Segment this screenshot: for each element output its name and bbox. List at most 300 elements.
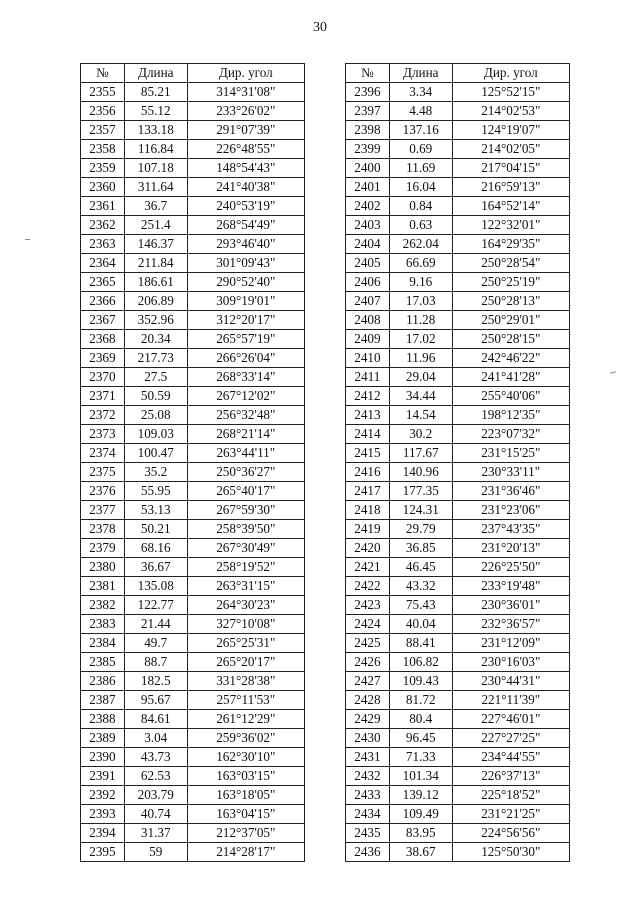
cell-number: 2397 xyxy=(346,102,390,121)
cell-angle: 268°21'14" xyxy=(187,425,304,444)
cell-number: 2367 xyxy=(81,311,125,330)
cell-angle: 231°12'09" xyxy=(452,634,569,653)
table-row xyxy=(81,292,305,311)
table-row xyxy=(81,501,305,520)
cell-number: 2359 xyxy=(81,159,125,178)
cell-length: 137.16 xyxy=(389,121,452,140)
cell-length: 124.31 xyxy=(389,501,452,520)
cell-angle: 250°28'13" xyxy=(452,292,569,311)
table-row xyxy=(346,615,570,634)
cell-number: 2422 xyxy=(346,577,390,596)
cell-length: 135.08 xyxy=(124,577,187,596)
cell-number: 2423 xyxy=(346,596,390,615)
cell-number: 2374 xyxy=(81,444,125,463)
table-row xyxy=(81,577,305,596)
table-row xyxy=(346,121,570,140)
table-row xyxy=(346,539,570,558)
cell-number: 2427 xyxy=(346,672,390,691)
cell-length: 140.96 xyxy=(389,463,452,482)
cell-length: 59 xyxy=(124,843,187,862)
cell-angle: 231°20'13" xyxy=(452,539,569,558)
cell-number: 2428 xyxy=(346,691,390,710)
cell-length: 88.7 xyxy=(124,653,187,672)
cell-length: 0.63 xyxy=(389,216,452,235)
cell-number: 2434 xyxy=(346,805,390,824)
table-row xyxy=(346,83,570,102)
cell-length: 53.13 xyxy=(124,501,187,520)
cell-number: 2407 xyxy=(346,292,390,311)
table-header-row xyxy=(346,64,570,83)
cell-length: 3.04 xyxy=(124,729,187,748)
cell-number: 2373 xyxy=(81,425,125,444)
cell-length: 211.84 xyxy=(124,254,187,273)
table-row xyxy=(346,767,570,786)
cell-angle: 164°52'14" xyxy=(452,197,569,216)
table-row xyxy=(81,159,305,178)
cell-number: 2379 xyxy=(81,539,125,558)
table-row xyxy=(81,634,305,653)
table-row xyxy=(346,254,570,273)
cell-number: 2360 xyxy=(81,178,125,197)
cell-length: 29.04 xyxy=(389,368,452,387)
cell-angle: 242°46'22" xyxy=(452,349,569,368)
cell-number: 2421 xyxy=(346,558,390,577)
cell-angle: 250°29'01" xyxy=(452,311,569,330)
cell-angle: 291°07'39" xyxy=(187,121,304,140)
cell-number: 2413 xyxy=(346,406,390,425)
cell-length: 81.72 xyxy=(389,691,452,710)
cell-length: 29.79 xyxy=(389,520,452,539)
cell-length: 66.69 xyxy=(389,254,452,273)
column-header-number: № xyxy=(81,64,125,83)
cell-length: 17.03 xyxy=(389,292,452,311)
cell-length: 25.08 xyxy=(124,406,187,425)
cell-length: 0.69 xyxy=(389,140,452,159)
table-row xyxy=(81,843,305,862)
cell-length: 85.21 xyxy=(124,83,187,102)
cell-angle: 224°56'56" xyxy=(452,824,569,843)
cell-number: 2364 xyxy=(81,254,125,273)
cell-length: 139.12 xyxy=(389,786,452,805)
table-row xyxy=(346,273,570,292)
table-row xyxy=(81,330,305,349)
cell-length: 0.84 xyxy=(389,197,452,216)
table-row xyxy=(81,102,305,121)
cell-length: 107.18 xyxy=(124,159,187,178)
cell-length: 203.79 xyxy=(124,786,187,805)
cell-angle: 198°12'35" xyxy=(452,406,569,425)
cell-angle: 230°44'31" xyxy=(452,672,569,691)
cell-number: 2385 xyxy=(81,653,125,672)
table-row xyxy=(346,349,570,368)
cell-number: 2395 xyxy=(81,843,125,862)
cell-angle: 223°07'32" xyxy=(452,425,569,444)
cell-number: 2357 xyxy=(81,121,125,140)
cell-number: 2435 xyxy=(346,824,390,843)
cell-angle: 258°19'52" xyxy=(187,558,304,577)
cell-number: 2365 xyxy=(81,273,125,292)
cell-length: 43.32 xyxy=(389,577,452,596)
table-row xyxy=(346,387,570,406)
table-row xyxy=(81,387,305,406)
cell-number: 2410 xyxy=(346,349,390,368)
table-row xyxy=(81,615,305,634)
cell-number: 2391 xyxy=(81,767,125,786)
table-row xyxy=(81,463,305,482)
table-row xyxy=(346,292,570,311)
cell-angle: 214°02'53" xyxy=(452,102,569,121)
cell-angle: 124°19'07" xyxy=(452,121,569,140)
table-row xyxy=(81,216,305,235)
cell-angle: 264°30'23" xyxy=(187,596,304,615)
cell-length: 38.67 xyxy=(389,843,452,862)
cell-number: 2368 xyxy=(81,330,125,349)
coordinates-table-right xyxy=(345,63,570,862)
table-row xyxy=(346,558,570,577)
cell-length: 84.61 xyxy=(124,710,187,729)
table-row xyxy=(81,368,305,387)
scan-mark xyxy=(610,371,616,374)
cell-number: 2400 xyxy=(346,159,390,178)
cell-number: 2403 xyxy=(346,216,390,235)
cell-length: 146.37 xyxy=(124,235,187,254)
cell-angle: 212°37'05" xyxy=(187,824,304,843)
cell-number: 2402 xyxy=(346,197,390,216)
cell-angle: 263°31'15" xyxy=(187,577,304,596)
cell-angle: 162°30'10" xyxy=(187,748,304,767)
cell-angle: 148°54'43" xyxy=(187,159,304,178)
cell-angle: 232°36'57" xyxy=(452,615,569,634)
cell-length: 116.84 xyxy=(124,140,187,159)
cell-angle: 265°20'17" xyxy=(187,653,304,672)
cell-angle: 226°48'55" xyxy=(187,140,304,159)
cell-number: 2425 xyxy=(346,634,390,653)
cell-angle: 265°25'31" xyxy=(187,634,304,653)
cell-length: 21.44 xyxy=(124,615,187,634)
table-row xyxy=(346,330,570,349)
cell-number: 2393 xyxy=(81,805,125,824)
cell-length: 80.4 xyxy=(389,710,452,729)
table-row xyxy=(81,691,305,710)
cell-length: 95.67 xyxy=(124,691,187,710)
cell-angle: 233°26'02" xyxy=(187,102,304,121)
cell-angle: 267°30'49" xyxy=(187,539,304,558)
cell-angle: 231°15'25" xyxy=(452,444,569,463)
cell-angle: 214°02'05" xyxy=(452,140,569,159)
cell-angle: 227°27'25" xyxy=(452,729,569,748)
cell-number: 2392 xyxy=(81,786,125,805)
cell-length: 3.34 xyxy=(389,83,452,102)
cell-length: 50.21 xyxy=(124,520,187,539)
cell-number: 2420 xyxy=(346,539,390,558)
cell-length: 43.73 xyxy=(124,748,187,767)
table-row xyxy=(81,140,305,159)
cell-angle: 231°21'25" xyxy=(452,805,569,824)
cell-angle: 125°52'15" xyxy=(452,83,569,102)
table-row xyxy=(81,729,305,748)
table-row xyxy=(81,748,305,767)
cell-angle: 258°39'50" xyxy=(187,520,304,539)
cell-angle: 227°46'01" xyxy=(452,710,569,729)
cell-angle: 226°25'50" xyxy=(452,558,569,577)
cell-angle: 261°12'29" xyxy=(187,710,304,729)
cell-number: 2384 xyxy=(81,634,125,653)
cell-angle: 267°12'02" xyxy=(187,387,304,406)
table-row xyxy=(81,121,305,140)
cell-number: 2375 xyxy=(81,463,125,482)
cell-angle: 327°10'08" xyxy=(187,615,304,634)
table-row xyxy=(81,444,305,463)
cell-length: 262.04 xyxy=(389,235,452,254)
cell-length: 55.95 xyxy=(124,482,187,501)
cell-number: 2387 xyxy=(81,691,125,710)
cell-length: 27.5 xyxy=(124,368,187,387)
cell-angle: 256°32'48" xyxy=(187,406,304,425)
cell-length: 35.2 xyxy=(124,463,187,482)
cell-length: 49.7 xyxy=(124,634,187,653)
table-row xyxy=(346,691,570,710)
cell-length: 109.49 xyxy=(389,805,452,824)
cell-angle: 163°03'15" xyxy=(187,767,304,786)
cell-angle: 268°54'49" xyxy=(187,216,304,235)
cell-number: 2362 xyxy=(81,216,125,235)
table-row xyxy=(346,102,570,121)
cell-number: 2358 xyxy=(81,140,125,159)
table-row xyxy=(346,235,570,254)
table-row xyxy=(81,254,305,273)
table-row xyxy=(81,235,305,254)
table-row xyxy=(81,425,305,444)
cell-length: 311.64 xyxy=(124,178,187,197)
cell-number: 2426 xyxy=(346,653,390,672)
table-row xyxy=(81,672,305,691)
table-row xyxy=(81,311,305,330)
cell-number: 2408 xyxy=(346,311,390,330)
table-row xyxy=(346,444,570,463)
cell-length: 4.48 xyxy=(389,102,452,121)
cell-number: 2378 xyxy=(81,520,125,539)
table-row xyxy=(346,577,570,596)
column-header-angle: Дир. угол xyxy=(187,64,304,83)
table-row xyxy=(81,596,305,615)
cell-angle: 314°31'08" xyxy=(187,83,304,102)
cell-angle: 293°46'40" xyxy=(187,235,304,254)
cell-length: 71.33 xyxy=(389,748,452,767)
table-row xyxy=(346,482,570,501)
cell-length: 206.89 xyxy=(124,292,187,311)
table-row xyxy=(346,596,570,615)
cell-angle: 216°59'13" xyxy=(452,178,569,197)
cell-angle: 268°33'14" xyxy=(187,368,304,387)
cell-angle: 266°26'04" xyxy=(187,349,304,368)
cell-length: 30.2 xyxy=(389,425,452,444)
cell-number: 2389 xyxy=(81,729,125,748)
cell-angle: 231°23'06" xyxy=(452,501,569,520)
table-row xyxy=(346,311,570,330)
cell-length: 11.28 xyxy=(389,311,452,330)
cell-length: 186.61 xyxy=(124,273,187,292)
table-row xyxy=(346,140,570,159)
cell-length: 11.96 xyxy=(389,349,452,368)
cell-angle: 233°19'48" xyxy=(452,577,569,596)
cell-number: 2376 xyxy=(81,482,125,501)
table-header-row xyxy=(81,64,305,83)
table-row xyxy=(346,634,570,653)
cell-angle: 230°33'11" xyxy=(452,463,569,482)
cell-number: 2415 xyxy=(346,444,390,463)
cell-number: 2417 xyxy=(346,482,390,501)
cell-number: 2414 xyxy=(346,425,390,444)
cell-length: 122.77 xyxy=(124,596,187,615)
cell-number: 2429 xyxy=(346,710,390,729)
table-row xyxy=(346,178,570,197)
cell-number: 2383 xyxy=(81,615,125,634)
cell-number: 2386 xyxy=(81,672,125,691)
table-row xyxy=(81,273,305,292)
cell-length: 133.18 xyxy=(124,121,187,140)
cell-number: 2433 xyxy=(346,786,390,805)
table-row xyxy=(81,83,305,102)
cell-number: 2406 xyxy=(346,273,390,292)
cell-angle: 122°32'01" xyxy=(452,216,569,235)
cell-length: 40.04 xyxy=(389,615,452,634)
cell-angle: 234°44'55" xyxy=(452,748,569,767)
cell-number: 2369 xyxy=(81,349,125,368)
table-row xyxy=(346,216,570,235)
cell-angle: 163°04'15" xyxy=(187,805,304,824)
cell-number: 2355 xyxy=(81,83,125,102)
cell-angle: 241°40'38" xyxy=(187,178,304,197)
table-row xyxy=(346,805,570,824)
cell-number: 2380 xyxy=(81,558,125,577)
cell-length: 17.02 xyxy=(389,330,452,349)
table-row xyxy=(81,178,305,197)
cell-number: 2363 xyxy=(81,235,125,254)
cell-length: 109.03 xyxy=(124,425,187,444)
table-row xyxy=(346,463,570,482)
table-row xyxy=(81,710,305,729)
table-row xyxy=(81,482,305,501)
cell-length: 11.69 xyxy=(389,159,452,178)
table-row xyxy=(346,520,570,539)
cell-length: 182.5 xyxy=(124,672,187,691)
cell-length: 83.95 xyxy=(389,824,452,843)
cell-number: 2390 xyxy=(81,748,125,767)
table-row xyxy=(346,501,570,520)
cell-angle: 290°52'40" xyxy=(187,273,304,292)
cell-length: 34.44 xyxy=(389,387,452,406)
cell-angle: 163°18'05" xyxy=(187,786,304,805)
cell-number: 2430 xyxy=(346,729,390,748)
table-row xyxy=(81,539,305,558)
cell-number: 2405 xyxy=(346,254,390,273)
cell-length: 109.43 xyxy=(389,672,452,691)
cell-length: 16.04 xyxy=(389,178,452,197)
cell-number: 2419 xyxy=(346,520,390,539)
cell-angle: 255°40'06" xyxy=(452,387,569,406)
cell-angle: 263°44'11" xyxy=(187,444,304,463)
cell-length: 36.67 xyxy=(124,558,187,577)
table-row xyxy=(346,710,570,729)
cell-length: 55.12 xyxy=(124,102,187,121)
cell-length: 36.7 xyxy=(124,197,187,216)
table-row xyxy=(81,786,305,805)
table-row xyxy=(346,748,570,767)
cell-angle: 250°36'27" xyxy=(187,463,304,482)
cell-number: 2398 xyxy=(346,121,390,140)
cell-angle: 237°43'35" xyxy=(452,520,569,539)
column-header-angle: Дир. угол xyxy=(452,64,569,83)
table-row xyxy=(346,672,570,691)
scan-mark xyxy=(25,239,30,240)
cell-length: 88.41 xyxy=(389,634,452,653)
table-row xyxy=(346,197,570,216)
cell-number: 2361 xyxy=(81,197,125,216)
cell-angle: 230°36'01" xyxy=(452,596,569,615)
cell-number: 2416 xyxy=(346,463,390,482)
cell-angle: 164°29'35" xyxy=(452,235,569,254)
cell-length: 14.54 xyxy=(389,406,452,425)
cell-number: 2388 xyxy=(81,710,125,729)
cell-number: 2409 xyxy=(346,330,390,349)
cell-length: 217.73 xyxy=(124,349,187,368)
table-row xyxy=(346,729,570,748)
cell-length: 68.16 xyxy=(124,539,187,558)
cell-angle: 312°20'17" xyxy=(187,311,304,330)
cell-number: 2377 xyxy=(81,501,125,520)
table-row xyxy=(346,368,570,387)
cell-number: 2432 xyxy=(346,767,390,786)
table-row xyxy=(81,406,305,425)
cell-number: 2370 xyxy=(81,368,125,387)
cell-number: 2436 xyxy=(346,843,390,862)
cell-number: 2356 xyxy=(81,102,125,121)
cell-angle: 217°04'15" xyxy=(452,159,569,178)
cell-number: 2418 xyxy=(346,501,390,520)
page-number: 30 xyxy=(313,20,327,35)
cell-angle: 221°11'39" xyxy=(452,691,569,710)
table-row xyxy=(81,197,305,216)
cell-angle: 257°11'53" xyxy=(187,691,304,710)
cell-angle: 301°09'43" xyxy=(187,254,304,273)
cell-number: 2381 xyxy=(81,577,125,596)
cell-angle: 265°40'17" xyxy=(187,482,304,501)
cell-number: 2371 xyxy=(81,387,125,406)
cell-number: 2412 xyxy=(346,387,390,406)
column-header-length: Длина xyxy=(124,64,187,83)
table-row xyxy=(81,824,305,843)
cell-length: 20.34 xyxy=(124,330,187,349)
cell-length: 117.67 xyxy=(389,444,452,463)
cell-length: 40.74 xyxy=(124,805,187,824)
cell-length: 251.4 xyxy=(124,216,187,235)
coordinates-table-left xyxy=(80,63,305,862)
cell-length: 100.47 xyxy=(124,444,187,463)
cell-angle: 250°28'54" xyxy=(452,254,569,273)
table-row xyxy=(81,349,305,368)
table-row xyxy=(346,425,570,444)
table-row xyxy=(346,159,570,178)
cell-length: 106.82 xyxy=(389,653,452,672)
cell-number: 2396 xyxy=(346,83,390,102)
cell-number: 2411 xyxy=(346,368,390,387)
cell-number: 2366 xyxy=(81,292,125,311)
cell-angle: 241°41'28" xyxy=(452,368,569,387)
cell-number: 2424 xyxy=(346,615,390,634)
cell-length: 177.35 xyxy=(389,482,452,501)
cell-angle: 267°59'30" xyxy=(187,501,304,520)
cell-angle: 331°28'38" xyxy=(187,672,304,691)
